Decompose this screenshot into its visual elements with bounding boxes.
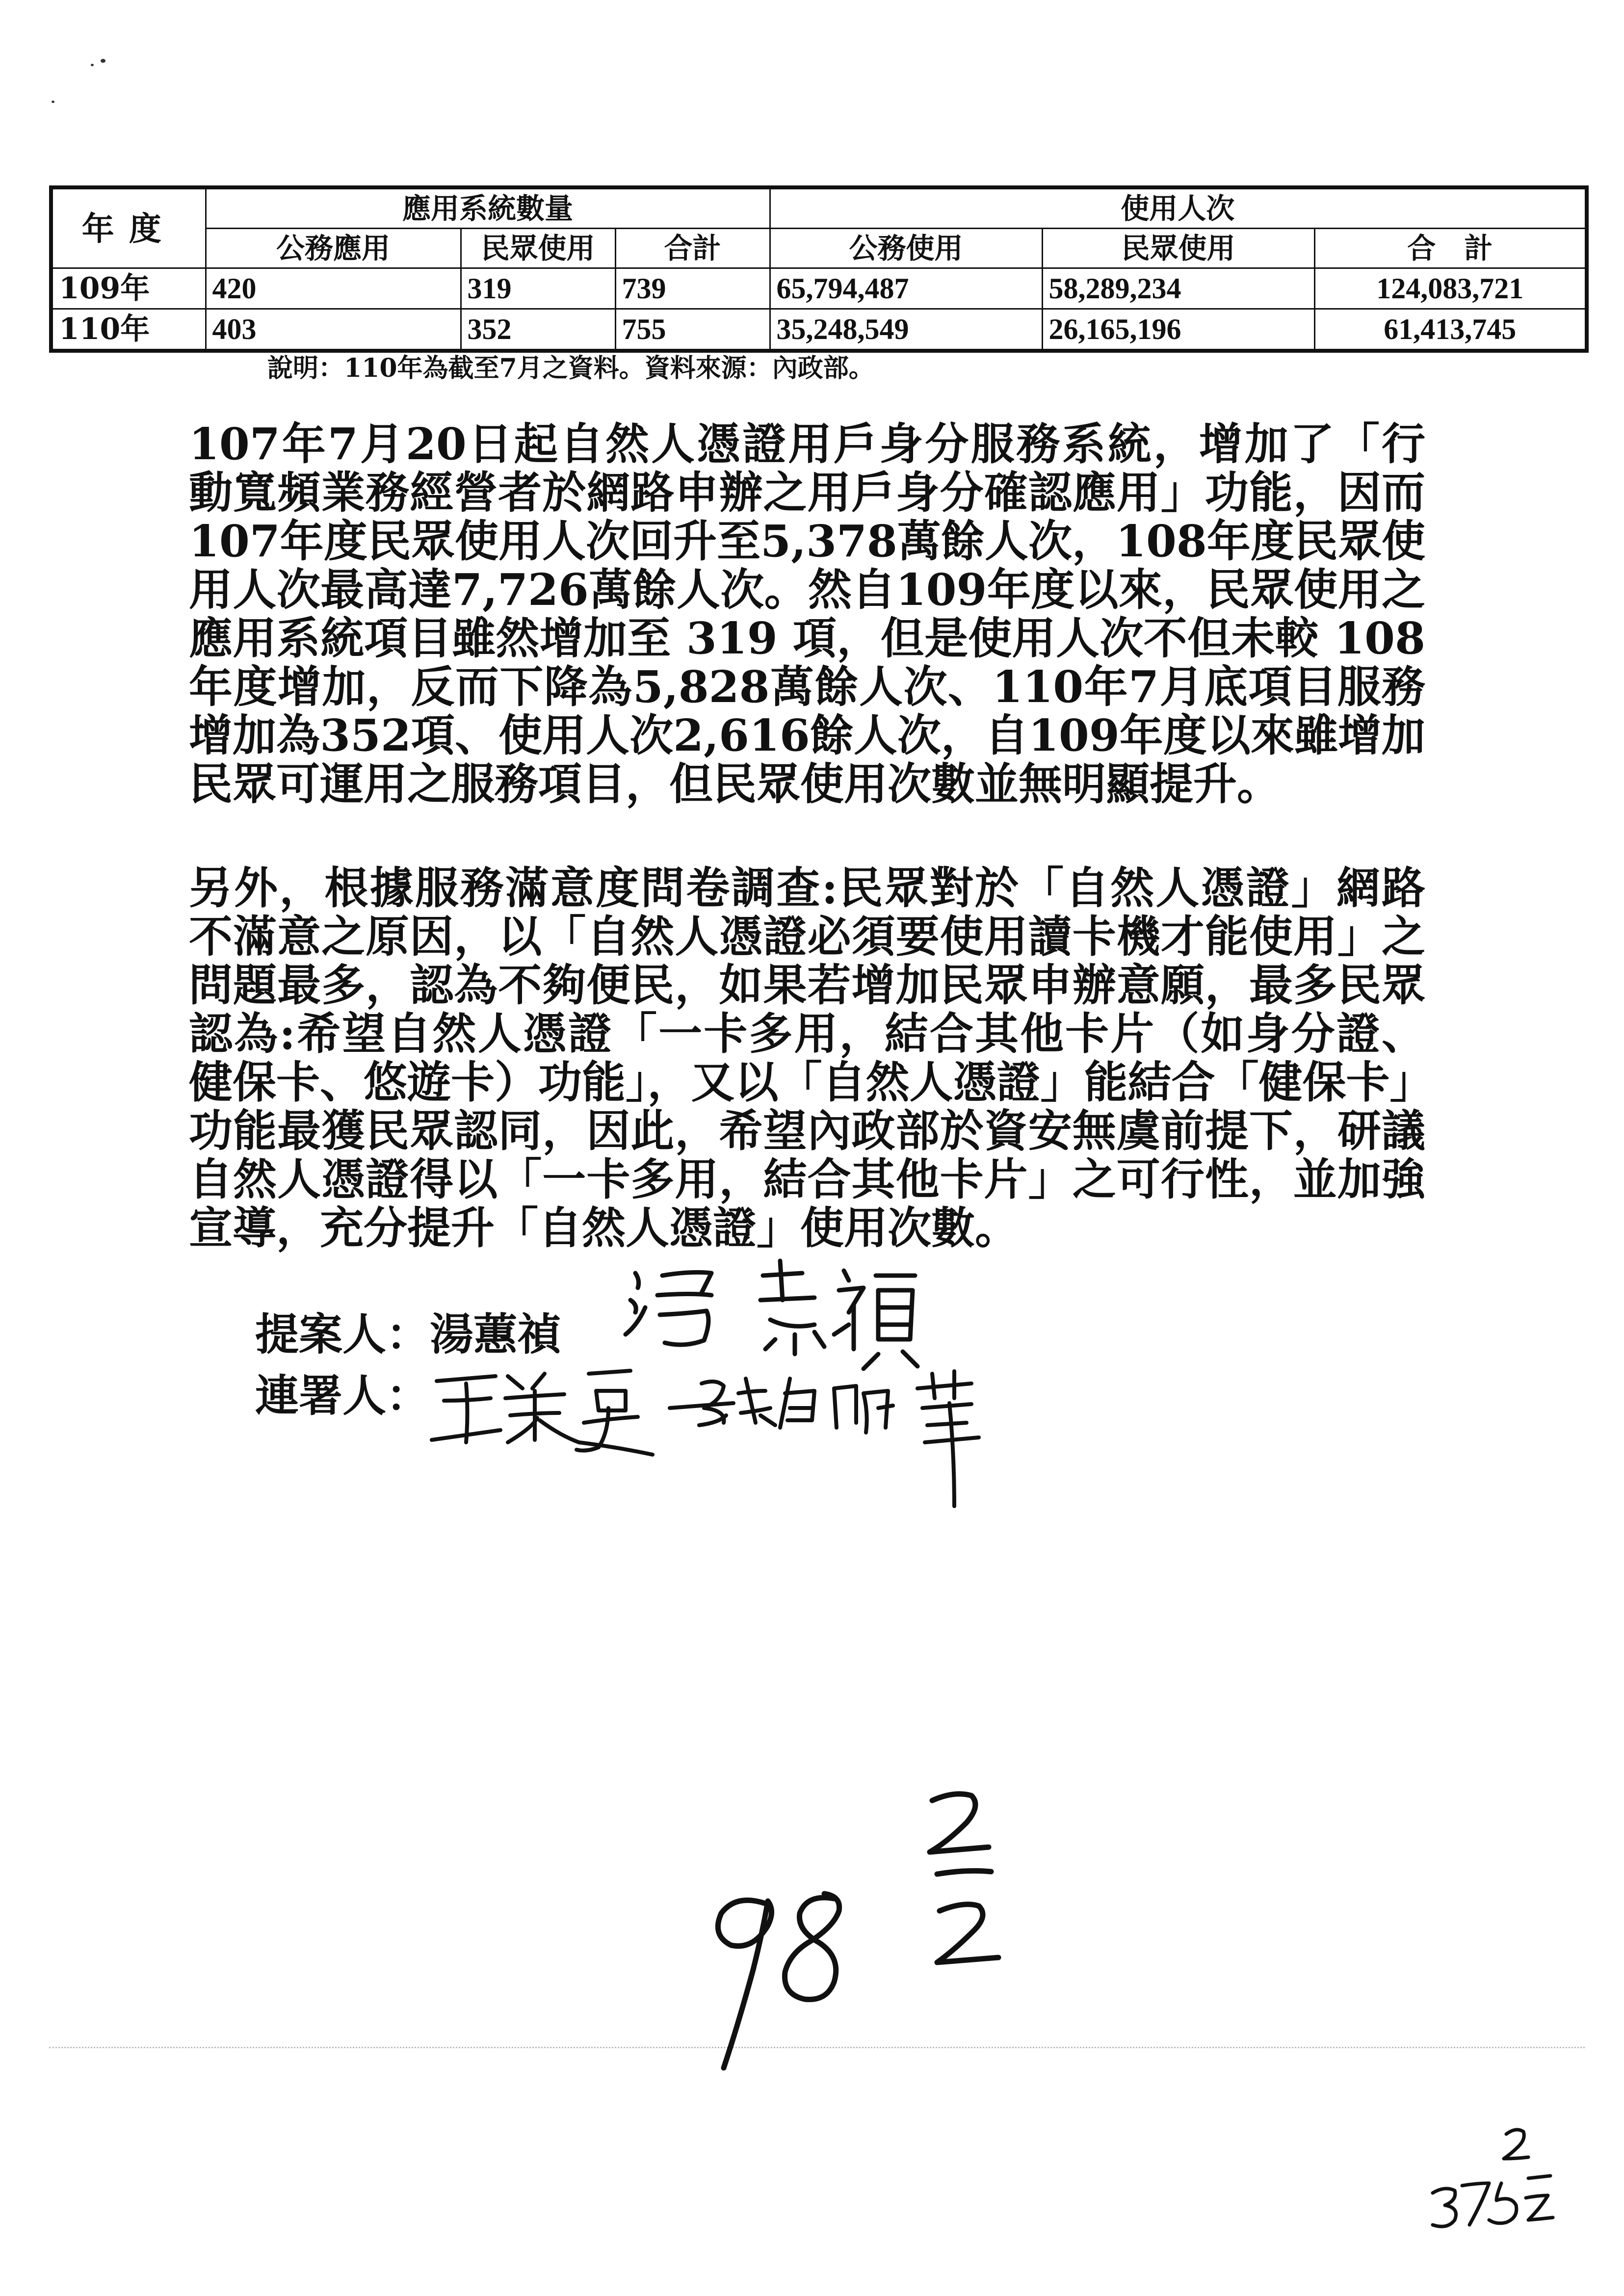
table-row (51, 268, 1587, 309)
paragraph-line: 年度增加，反而下降為5,828萬餘人次、110年7月底項目服務 (189, 661, 1425, 712)
scan-speck (101, 59, 105, 63)
paragraph-line: 增加為352項、使用人次2,616餘人次，自109年度以來雖增加 (189, 709, 1425, 761)
public-apps-cell: 319 (461, 268, 615, 309)
paragraph-line: 107年7月20日起自然人憑證用戶身分服務系統，增加了「行 (189, 418, 1425, 470)
paragraph-line: 認為:希望自然人憑證「一卡多用，結合其他卡片（如身分證、 (189, 1008, 1425, 1059)
paragraph-line: 自然人憑證得以「一卡多用，結合其他卡片」之可行性，並加強 (189, 1153, 1425, 1205)
statistics-table (49, 185, 1589, 353)
corner-page-mark (1433, 2130, 1553, 2226)
official-usage-cell: 35,248,549 (770, 309, 1042, 351)
paragraph-survey (189, 862, 1434, 1253)
paragraph-line: 民眾可運用之服務項目，但民眾使用次數並無明顯提升。 (189, 758, 1281, 809)
public-apps-cell: 352 (461, 309, 615, 351)
paragraph-line: 問題最多，認為不夠便民，如果若增加民眾申辦意願，最多民眾 (189, 959, 1425, 1011)
scan-speck (52, 101, 54, 103)
scan-speck (91, 64, 94, 66)
official-usage-header: 公務使用 (770, 229, 1042, 268)
apps-total-cell: 739 (615, 268, 770, 309)
paragraph-usage-trend (189, 419, 1425, 808)
apps-total-header: 合計 (615, 229, 770, 268)
paragraph-line: 另外，根據服務滿意度問卷調查:民眾對於「自然人憑證」網路 (189, 862, 1425, 913)
usage-total-header: 合 計 (1314, 229, 1587, 268)
public-usage-cell: 26,165,196 (1042, 309, 1314, 351)
paragraph-line: 動寬頻業務經營者於網路申辦之用戶身分確認應用」功能，因而 (189, 467, 1425, 518)
paragraph-line: 功能最獲民眾認同，因此，希望內政部於資安無虞前提下，研議 (189, 1105, 1425, 1156)
proposer-signature (626, 1261, 917, 1369)
cosigner-signatures (432, 1371, 979, 1506)
proposer-line: 提案人：湯蕙禎 (255, 1308, 561, 1360)
year-cell: 110年 (51, 309, 206, 351)
public-usage-header: 民眾使用 (1042, 229, 1314, 268)
usage-group-header: 使用人次 (770, 187, 1587, 229)
scan-edge-dots (49, 2047, 1585, 2048)
paragraph-line: 應用系統項目雖然增加至 319 項，但是使用人次不但未較 108 (189, 612, 1425, 664)
table-row (51, 309, 1587, 351)
public-apps-header: 民眾使用 (461, 229, 615, 268)
table-note: 說明：110年為截至7月之資料。資料來源：內政部。 (267, 353, 874, 383)
official-usage-cell: 65,794,487 (770, 268, 1042, 309)
cosigner-line: 連署人： (255, 1370, 430, 1421)
paragraph-line: 宣導，充分提升「自然人憑證」使用次數。 (189, 1202, 1019, 1253)
official-apps-cell: 403 (206, 309, 461, 351)
public-usage-cell: 58,289,234 (1042, 268, 1314, 309)
paragraph-line: 用人次最高達7,726萬餘人次。然自109年度以來，民眾使用之 (189, 564, 1425, 615)
year-cell: 109年 (51, 268, 206, 309)
apps-total-cell: 755 (615, 309, 770, 351)
official-apps-cell: 420 (206, 268, 461, 309)
page-number-handwritten (718, 1794, 998, 2068)
usage-total-cell: 61,413,745 (1314, 309, 1587, 351)
paragraph-line: 健保卡、悠遊卡）功能」，又以「自然人憑證」能結合「健保卡」 (189, 1056, 1434, 1108)
official-apps-header: 公務應用 (206, 229, 461, 268)
usage-total-cell: 124,083,721 (1314, 268, 1587, 309)
paragraph-line: 107年度民眾使用人次回升至5,378萬餘人次，108年度民眾使 (189, 515, 1425, 567)
year-column-header: 年度 (51, 187, 206, 268)
paragraph-line: 不滿意之原因，以「自然人憑證必須要使用讀卡機才能使用」之 (189, 911, 1425, 962)
apps-count-group-header: 應用系統數量 (206, 187, 770, 229)
